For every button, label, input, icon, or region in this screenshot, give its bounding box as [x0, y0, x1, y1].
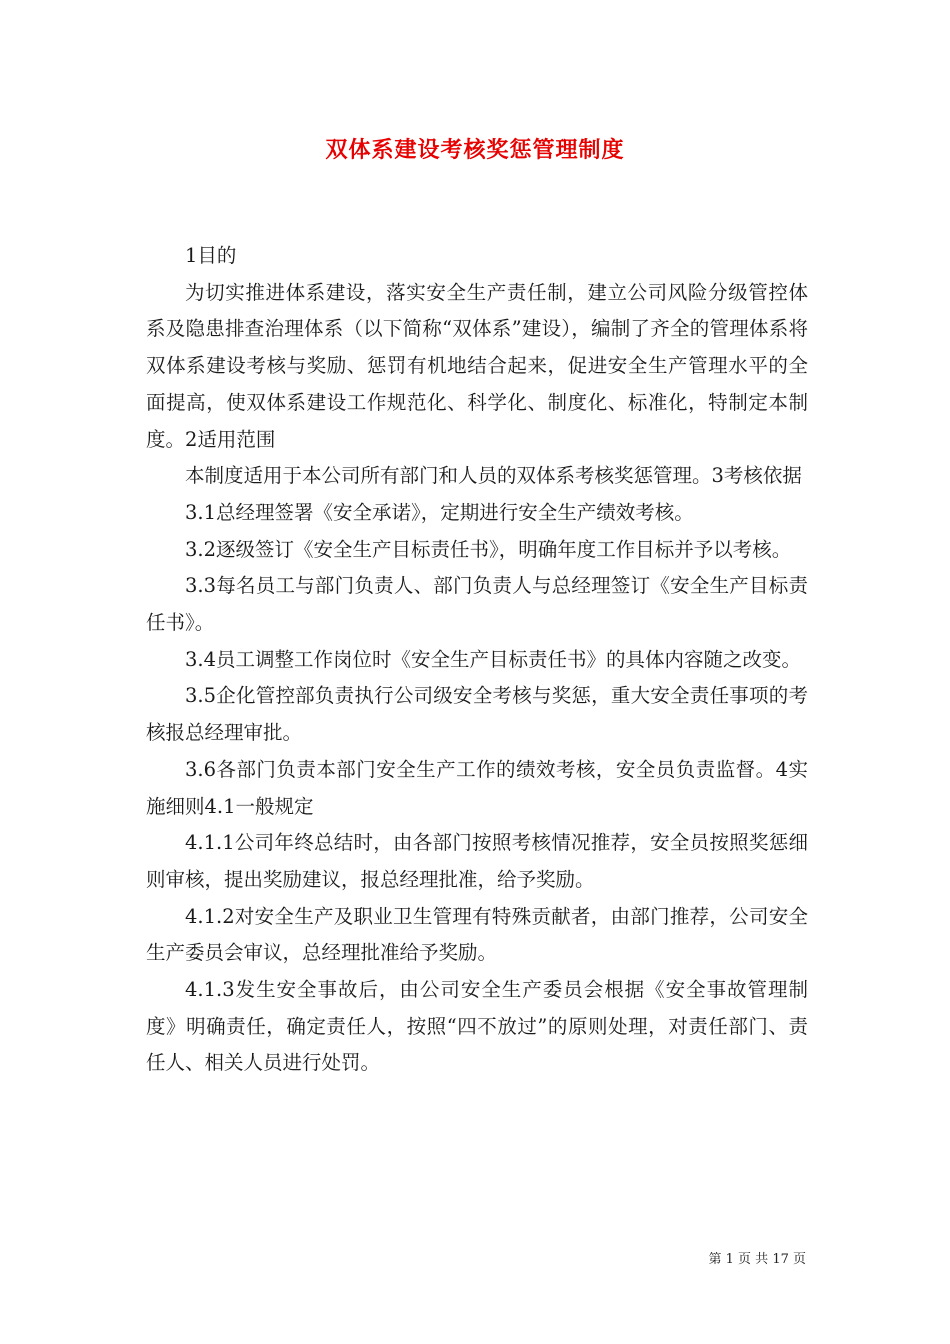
- paragraph-4-1-3: 4.1.3发生安全事故后，由公司安全生产委员会根据《安全事故管理制度》明确责任，确定责任人，按照“四不放过”的原则处理，对责任部门、责任人、相关人员进行处罚。: [146, 978, 808, 1075]
- page-number: 第 1 页 共 17 页: [708, 1252, 806, 1267]
- paragraph-3-6: 3.6各部门负责本部门安全生产工作的绩效考核，安全员负责监督。4实施细则4.1一般规定: [146, 757, 808, 818]
- paragraph-4-1-1: 4.1.1公司年终总结时，由各部门按照考核情况推荐，安全员按照奖惩细则审核，提出奖励建议，报总经理批准，给予奖励。: [146, 831, 808, 891]
- paragraph-3-3: 3.3每名员工与部门负责人、部门负责人与总经理签订《安全生产目标责任书》。: [146, 574, 808, 635]
- paragraph-heading-purpose: 1目的: [185, 244, 237, 267]
- paragraph-scope: 本制度适用于本公司所有部门和人员的双体系考核奖惩管理。3考核依据: [185, 464, 802, 488]
- paragraph-3-2: 3.2逐级签订《安全生产目标责任书》，明确年度工作目标并予以考核。: [185, 537, 792, 561]
- paragraph-3-5: 3.5企化管控部负责执行公司级安全考核与奖惩，重大安全责任事项的考核报总经理审批。: [146, 684, 808, 745]
- paragraph-3-4: 3.4员工调整工作岗位时《安全生产目标责任书》的具体内容随之改变。: [185, 647, 802, 671]
- paragraph-3-1: 3.1总经理签署《安全承诺》，定期进行安全生产绩效考核。: [185, 500, 694, 524]
- document-title: 双体系建设考核奖惩管理制度: [325, 137, 625, 163]
- document-body: [146, 238, 808, 1082]
- paragraph-4-1-2: 4.1.2对安全生产及职业卫生管理有特殊贡献者，由部门推荐，公司安全生产委员会审议，总经理批准给予奖励。: [146, 904, 808, 965]
- paragraph-purpose: 为切实推进体系建设，落实安全生产责任制，建立公司风险分级管控体系及隐患排查治理体系（以下简称“双体系”建设），编制了齐全的管理体系将双体系建设考核与奖励、惩罚有机地结合起来，促进安全生产管理水平的全面提高，使双体系建设工作规范化、科学化、制度化、标准化，特制定本制度。2适用范围: [146, 280, 808, 451]
